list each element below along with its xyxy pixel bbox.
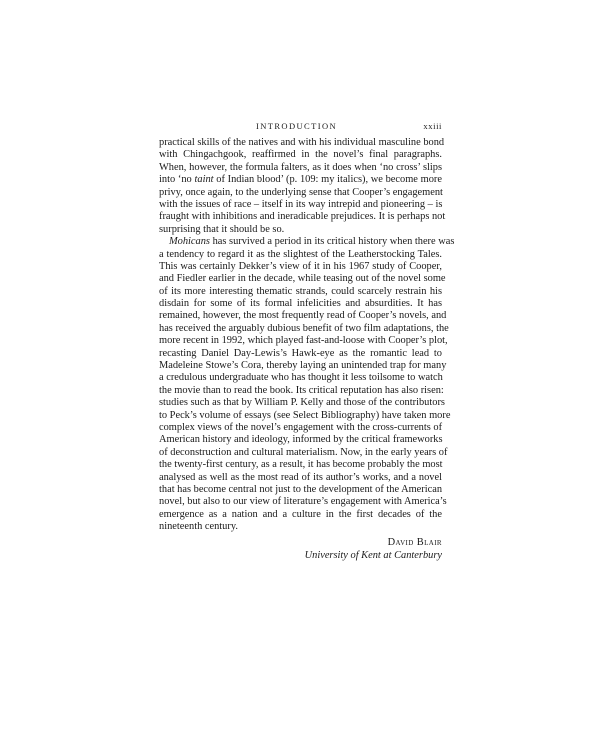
text-line: Madeleine Stowe’s Cora, thereby laying an unintended trap for many xyxy=(159,360,447,372)
text-line: privy, once again, to the underlying sense that Cooper’s engagement xyxy=(159,186,443,198)
text-line: emergence as a nation and a culture in the first decades of the xyxy=(159,508,442,520)
text-line: with Chingachgook, reaffirmed in the novel’s final paragraphs. xyxy=(159,149,442,161)
text-line: to Peck’s volume of essays (see Select Bibliography) have taken more xyxy=(159,409,451,421)
running-head xyxy=(159,121,442,135)
italic-title: Mohicans xyxy=(169,236,210,248)
text-line: nineteenth century. xyxy=(159,521,238,533)
author-name: David Blair xyxy=(387,536,442,548)
italic-emphasis: taint xyxy=(194,174,214,186)
text-segment: into ‘no xyxy=(159,174,192,186)
text-line: When, however, the formula falters, as it does when ‘no cross’ slips xyxy=(159,161,442,173)
text-line: and Fiedler earlier in the decade, while teasing out of the novel some xyxy=(159,273,446,285)
text-line: a tendency to regard it as the slightest of the Leatherstocking Tales. xyxy=(159,248,442,260)
paragraph-2 xyxy=(159,236,455,533)
text-line: with the issues of race – itself in its way intrepid and pioneering – is xyxy=(159,198,443,210)
text-line: the twenty-first century, as a result, it has become probably the most xyxy=(159,459,443,471)
text-line: fraught with inhibitions and ineradicable prejudices. It is perhaps not xyxy=(159,211,446,223)
text-line xyxy=(159,236,455,248)
text-line: remained, however, the most frequently read of Cooper’s novels, and xyxy=(159,310,447,322)
page-number: xxiii xyxy=(423,121,442,131)
text-line: analysed as well as the most read of its author’s works, and a novel xyxy=(159,471,442,483)
text-line: studies such as that by William P. Kelly and those of the contributors xyxy=(159,397,445,409)
text-line: practical skills of the natives and with his individual masculine bond xyxy=(159,137,445,148)
text-line: the movie than to read the book. Its critical reputation has also risen: xyxy=(159,384,444,396)
text-line: disdain for some of its formal infelicities and absurdities. It has xyxy=(159,298,442,310)
text-line: surprising that it should be so. xyxy=(159,223,285,235)
text-line: novel, but also to our view of literature’s engagement with America’s xyxy=(159,496,447,508)
text-segment: has survived a period in its critical history when there was xyxy=(209,236,455,248)
text-segment: of Indian blood’ (p. 109: my italics), we become more xyxy=(213,174,442,186)
text-line: of deconstruction and cultural materialism. Now, in the early years of xyxy=(159,446,448,458)
text-line: recasting Daniel Day-Lewis’s Hawk-eye as the romantic lead to xyxy=(159,347,442,359)
text-line: more recent in 1992, which played fast-and-loose with Cooper’s plot, xyxy=(159,335,448,347)
text-line: complex views of the novel’s engagement with the cross-currents of xyxy=(159,421,443,433)
text-line: This was certainly Dekker’s view of it in his 1967 study of Cooper, xyxy=(159,260,442,272)
book-page xyxy=(159,121,455,562)
text-line: a credulous undergraduate who has thought it less toilsome to watch xyxy=(159,372,443,384)
paragraph-1 xyxy=(159,137,446,236)
author-affiliation: University of Kent at Canterbury xyxy=(304,549,442,561)
text-line: has received the arguably dubious benefit of two film adaptations, the xyxy=(159,322,449,334)
text-line: of its more interesting thematic strands, could scarcely restrain his xyxy=(159,285,442,297)
running-head-title: INTRODUCTION xyxy=(256,121,338,131)
author-signature xyxy=(159,536,442,562)
text-line: that has become central not just to the development of the American xyxy=(159,483,443,495)
text-line: American history and ideology, informed by the critical frameworks xyxy=(159,434,443,446)
text-line xyxy=(159,174,442,186)
